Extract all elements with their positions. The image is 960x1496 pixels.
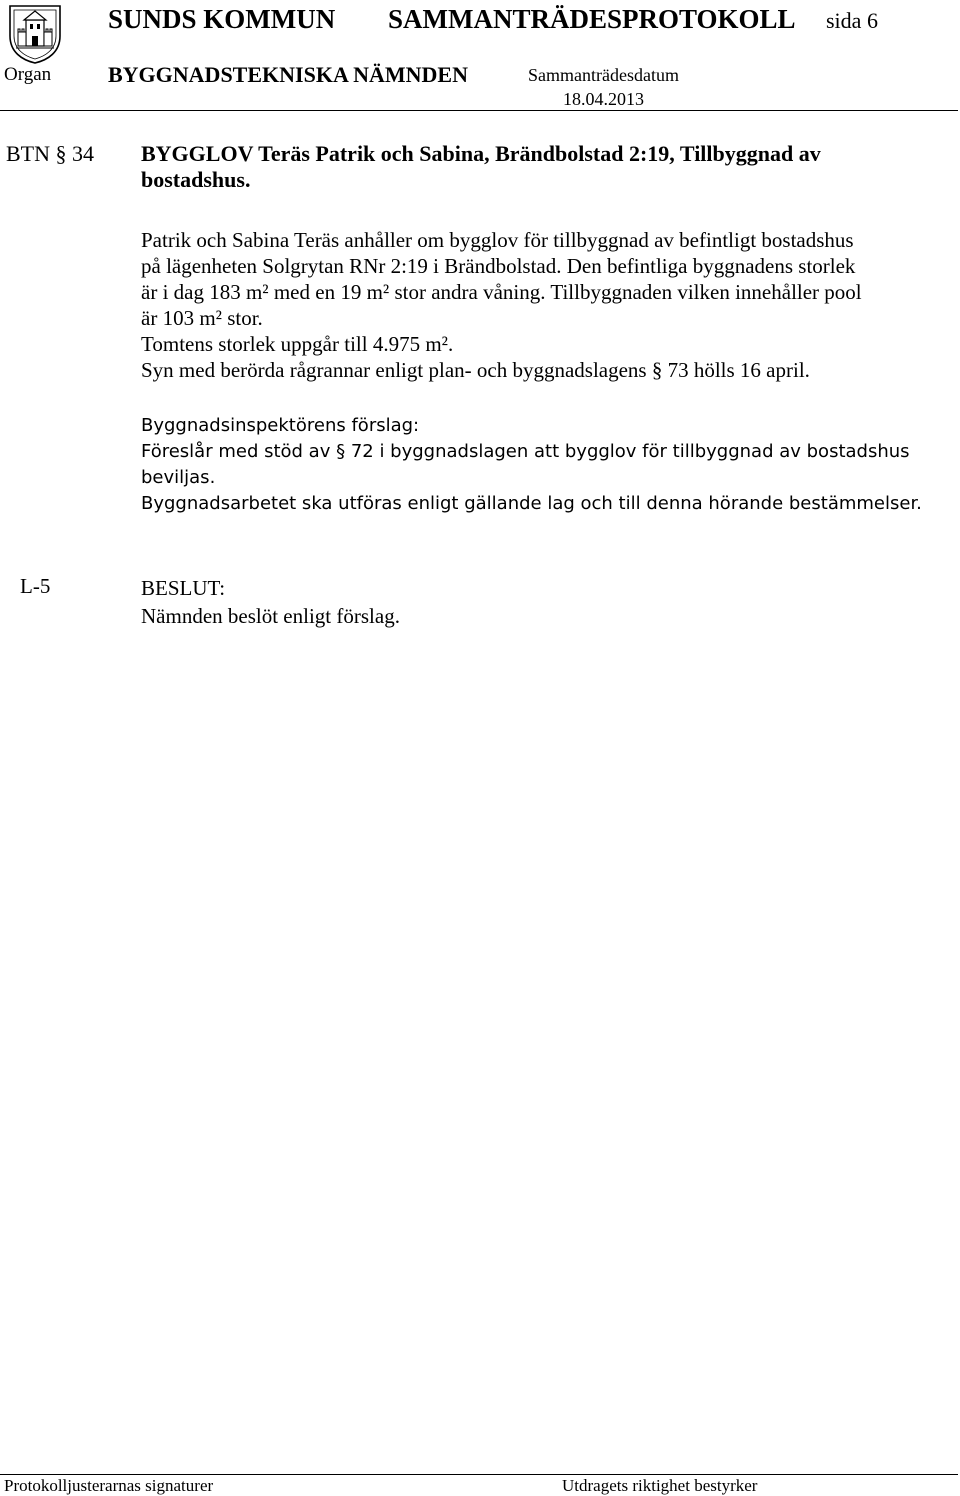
inspector-proposal: [141, 413, 956, 517]
certification-label: Utdragets riktighet bestyrker: [562, 1476, 758, 1495]
description-line: Syn med berörda rågrannar enligt plan- och byggnadslagens § 73 hölls 16 april.: [141, 358, 810, 382]
organ-label: Organ: [4, 64, 52, 85]
header-divider: [0, 110, 958, 111]
meeting-date: 18.04.2013: [563, 89, 644, 109]
decision-text: Nämnden beslöt enligt förslag.: [141, 604, 400, 628]
description-line: är i dag 183 m² med en 19 m² stor andra våning. Tillbyggnaden vilken innehåller pool: [141, 280, 862, 304]
description-line: Patrik och Sabina Teräs anhåller om bygglov för tillbyggnad av befintligt bostadshus: [141, 228, 854, 252]
municipality-name: SUNDS KOMMUN: [108, 4, 336, 34]
proposal-line: Föreslår med stöd av § 72 i byggnadslagen att bygglov för tillbyggnad av bostadshus: [141, 441, 910, 462]
document-title: SAMMANTRÄDESPROTOKOLL: [388, 4, 796, 34]
meeting-date-label: Sammanträdesdatum: [528, 65, 679, 85]
description-line: Tomtens storlek uppgår till 4.975 m².: [141, 332, 454, 356]
municipal-coat-of-arms-icon: [4, 2, 66, 64]
signatures-label: Protokolljusterarnas signaturer: [4, 1476, 214, 1495]
organ-name: BYGGNADSTEKNISKA NÄMNDEN: [108, 62, 468, 87]
case-description: [141, 227, 956, 383]
case-title: BYGGLOV Teräs Patrik och Sabina, Brändbolstad 2:19, Tillbyggnad av bostadshus.: [141, 141, 821, 192]
proposal-heading: Byggnadsinspektörens förslag:: [141, 415, 420, 436]
footer-divider: [0, 1474, 958, 1475]
decision-heading: BESLUT:: [141, 576, 226, 600]
proposal-line: Byggnadsarbetet ska utföras enligt gällande lag och till denna hörande bestämmelser.: [141, 493, 922, 514]
page-number: sida 6: [826, 8, 878, 33]
description-line: är 103 m² stor.: [141, 306, 263, 330]
case-reference: BTN § 34: [6, 141, 94, 166]
description-line: på lägenheten Solgrytan RNr 2:19 i Brändbolstad. Den befintliga byggnadens storlek: [141, 254, 856, 278]
proposal-line: beviljas.: [141, 467, 216, 488]
decision-reference: L-5: [20, 574, 51, 598]
decision-block: [141, 574, 400, 630]
